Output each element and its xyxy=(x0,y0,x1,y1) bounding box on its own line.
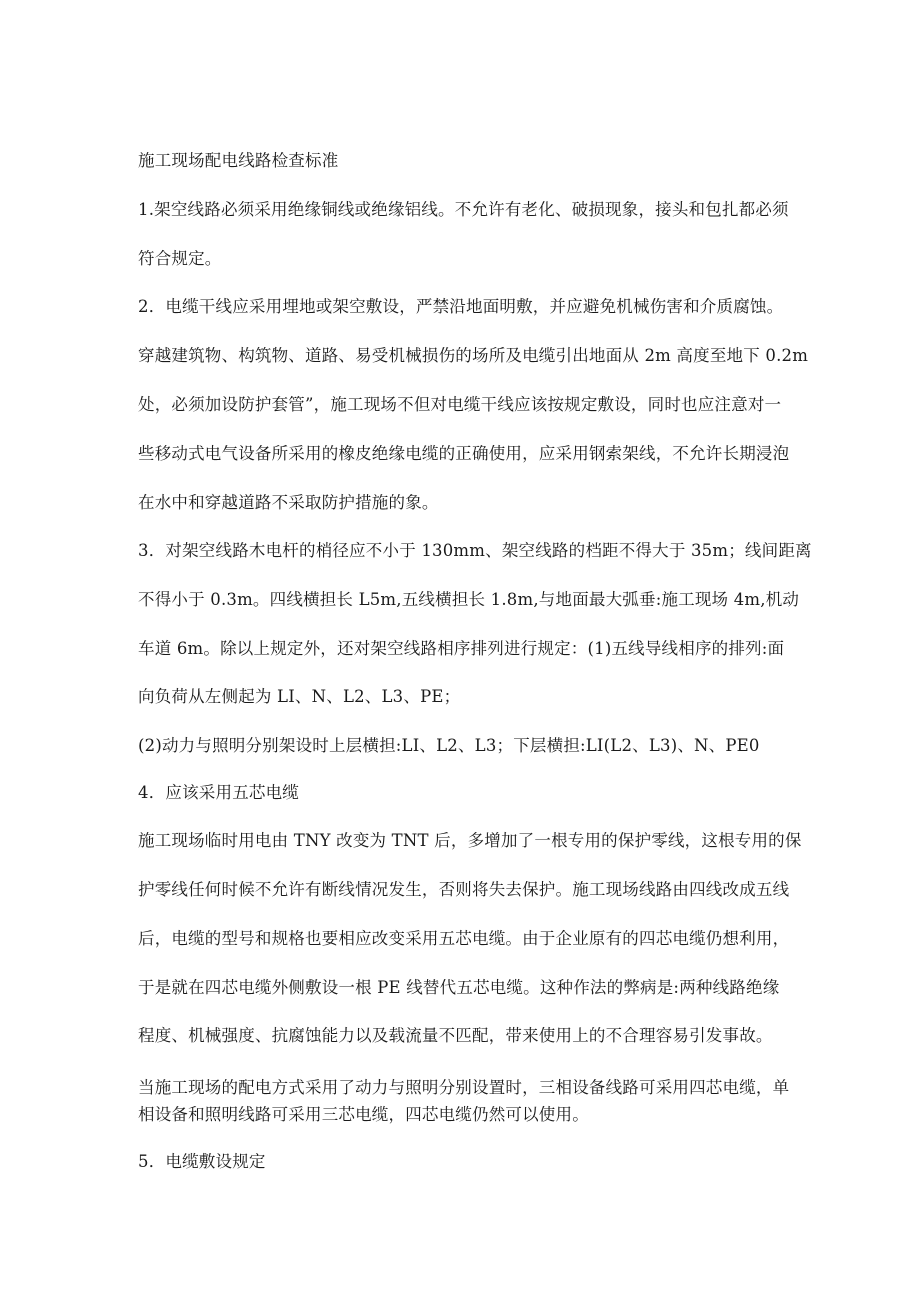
text-line: 车道 6m。除以上规定外，还对架空线路相序排列进行规定：(1)五线导线相序的排列:面 xyxy=(138,639,785,658)
text-line: 不得小于 0.3m。四线横担长 L5m,五线横担长 1.8m,与地面最大弧垂:施工现场 4m,机动 xyxy=(138,590,800,609)
text-line: 程度、机械强度、抗腐蚀能力以及载流量不匹配，带来使用上的不合理容易引发事故。 xyxy=(138,1026,773,1045)
text-line: 施工现场临时用电由 TNY 改变为 TNT 后，多增加了一根专用的保护零线，这根专用的保 xyxy=(138,831,802,850)
text-line: 穿越建筑物、构筑物、道路、易受机械损伤的场所及电缆引出地面从 2m 高度至地下 0.2m xyxy=(138,346,809,365)
text-line: 当施工现场的配电方式采用了动力与照明分别设置时，三相设备线路可采用四芯电缆，单 xyxy=(138,1078,790,1097)
text-line: 符合规定。 xyxy=(138,249,222,268)
text-line: 向负荷从左侧起为 LI、N、L2、L3、PE； xyxy=(138,687,461,706)
section-heading: 4．应该采用五芯电缆 xyxy=(138,783,299,802)
text-line: 后，电缆的型号和规格也要相应改变采用五芯电缆。由于企业原有的四芯电缆仍想利用， xyxy=(138,929,790,948)
text-line: 些移动式电气设备所采用的橡皮绝缘电缆的正确使用，应采用钢索架线，不允许长期浸泡 xyxy=(138,444,790,463)
text-line: (2)动力与照明分别架设时上层横担:LI、L2、L3；下层横担:LI(L2、L3)、N、PE0 xyxy=(138,736,760,755)
text-line: 在水中和穿越道路不采取防护措施的象。 xyxy=(138,493,439,512)
section-heading: 5．电缆敷设规定 xyxy=(138,1152,266,1171)
text-line: 相设备和照明线路可采用三芯电缆，四芯电缆仍然可以使用。 xyxy=(138,1105,589,1124)
text-line: 1.架空线路必须采用绝缘铜线或绝缘铝线。不允许有老化、破损现象，接头和包扎都必须 xyxy=(138,200,789,219)
document-title: 施工现场配电线路检查标准 xyxy=(138,151,339,170)
text-line: 护零线任何时候不允许有断线情况发生，否则将失去保护。施工现场线路由四线改成五线 xyxy=(138,880,790,899)
text-line: 2．电缆干线应采用埋地或架空敷设，严禁沿地面明敷，并应避免机械伤害和介质腐蚀。 xyxy=(138,297,784,316)
text-line: 于是就在四芯电缆外侧敷设一根 PE 线替代五芯电缆。这种作法的弊病是:两种线路绝缘 xyxy=(138,978,780,997)
text-line: 处，必须加设防护套管”，施工现场不但对电缆干线应该按规定敷设，同时也应注意对一 xyxy=(138,395,782,414)
text-line: 3．对架空线路木电杆的梢径应不小于 130mm、架空线路的档距不得大于 35m；线间距离 xyxy=(138,541,812,560)
